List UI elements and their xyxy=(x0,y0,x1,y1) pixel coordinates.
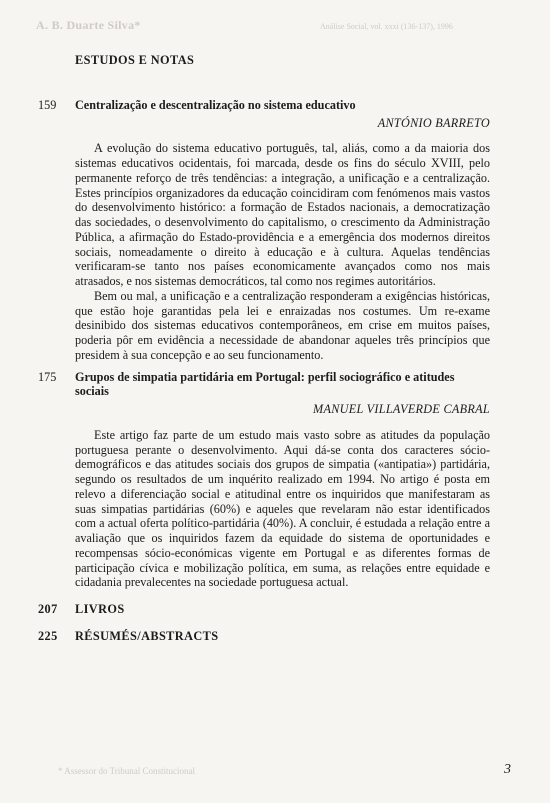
page-number: 175 xyxy=(38,369,57,384)
article-abstract xyxy=(75,428,490,590)
toc-entry-grupos-simpatia xyxy=(38,370,490,591)
table-of-contents-page xyxy=(38,53,490,644)
page-number: 159 xyxy=(38,97,57,112)
section-title: LIVROS xyxy=(75,602,125,616)
article-title: Grupos de simpatia partidária em Portugal: perfil sociográfico e atitudes sociais xyxy=(75,369,455,399)
page-number: 207 xyxy=(38,602,58,616)
abstract-paragraph: A evolução do sistema educativo português, tal, aliás, como a da maioria dos sistemas educativos ocidentais, foi marcada, desde os fins do século XVIII, pelo permanente reforço de três tendências: a integração, a unificação e a centralização. Estes princípios organizadores da educação coincidiram com fenómenos mais vastos do desenvolvimento histórico: a formação de Estados nacionais, a democratização das sociedades, o desenvolvimento do capitalismo, o crescimento da Administração Pública, a afirmação do Estado-providência e a emergência dos modernos direitos sociais, nomeadamente o direito à educação e à cultura. Aquelas tendências verificaram-se tanto nos países economicamente avançados como nos mais atrasados, e nos sistemas democráticos, tal como nos regimes autoritários. xyxy=(75,141,490,288)
bleed-through-journal-ref: Análise Social, vol. xxxi (136-137), 1996 xyxy=(320,22,453,31)
section-title: RÉSUMÉS/ABSTRACTS xyxy=(75,628,219,643)
section-heading: ESTUDOS E NOTAS xyxy=(75,53,195,67)
abstract-paragraph: Bem ou mal, a unificação e a centralização responderam a exigências históricas, que estão hoje garantidas pela lei e enraizadas nos costumes. Um re-exame desinibido dos sistemas educativos contemporâneos, em crise em muitos países, poderia pôr em evidência a necessidade de abandonar aqueles três princípios que presidem à sua concepção e ao seu funcionamento. xyxy=(75,288,490,362)
toc-entry-centralizacao xyxy=(38,98,490,363)
bleed-through-header: A. B. Duarte Silva* xyxy=(36,18,141,32)
abstract-paragraph: Este artigo faz parte de um estudo mais vasto sobre as atitudes da população portuguesa perante o desenvolvimento. Aqui dá-se conta dos caracteres sócio-demográficos e das atitudes sociais dos grupos de simpatia («antipatia») partidária, segundo os resultados de um inquérito realizado em 1994. No artigo é posta em relevo a diferenciação social e atitudinal entre os inquiridos que manifestaram as suas simpatias partidárias (60%) e aqueles que revelaram não estar identificados com a actual oferta político-partidária (40%). A concluir, é estudada a relação entre a avaliação que os inquiridos fazem da equidade do sistema de oportunidades e recompensas sócio-económicas vigente em Portugal e as diferentes formas de participação cívica e mobilização política, em suma, as relações entre equidade e cidadania prevalecentes na sociedade portuguesa actual. xyxy=(75,427,490,590)
bleed-through-footnote: * Assessor do Tribunal Constitucional xyxy=(58,766,196,776)
toc-entry-abstracts xyxy=(38,629,490,644)
article-author: ANTÓNIO BARRETO xyxy=(377,115,490,130)
article-author: MANUEL VILLAVERDE CABRAL xyxy=(313,402,490,416)
article-title: Centralização e descentralização no sistema educativo xyxy=(75,97,356,112)
article-abstract xyxy=(75,141,490,362)
page-number: 225 xyxy=(38,628,58,643)
toc-entry-livros xyxy=(38,602,490,617)
folio-page-number: 3 xyxy=(504,762,511,777)
